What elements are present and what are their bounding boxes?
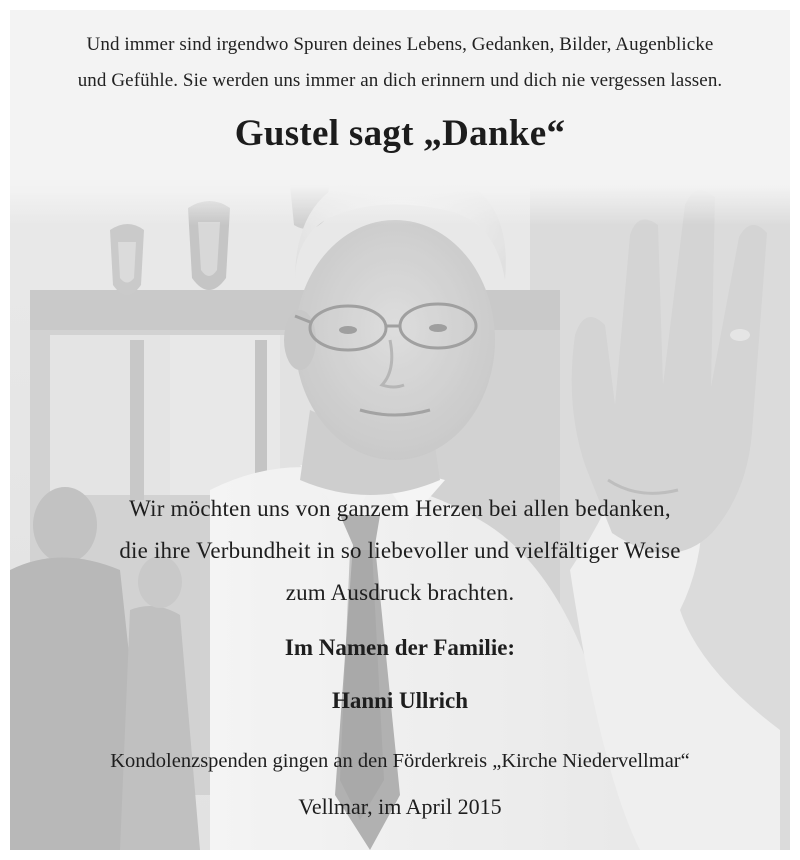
thanks-line-2: die ihre Verbundheit in so liebevoller und vielfältiger Weise xyxy=(119,538,681,563)
signer-name: Hanni Ullrich xyxy=(331,688,469,713)
place-date: Vellmar, im April 2015 xyxy=(298,794,502,819)
thanks-line-1: Wir möchten uns von ganzem Herzen bei allen bedanken, xyxy=(129,496,671,521)
thanks-line-3: zum Ausdruck brachten. xyxy=(285,580,515,605)
intro-line-1: Und immer sind irgendwo Spuren deines Lebens, Gedanken, Bilder, Augenblicke xyxy=(86,34,714,55)
family-label: Im Namen der Familie: xyxy=(284,635,516,660)
intro-line-2: und Gefühle. Sie werden uns immer an dich erinnern und dich nie vergessen lassen. xyxy=(77,70,723,91)
donation-note: Kondolenzspenden gingen an den Förderkreis „Kirche Niedervellmar“ xyxy=(110,750,690,772)
obituary-notice xyxy=(10,10,790,850)
notice-heading: Gustel sagt „Danke“ xyxy=(234,113,566,154)
